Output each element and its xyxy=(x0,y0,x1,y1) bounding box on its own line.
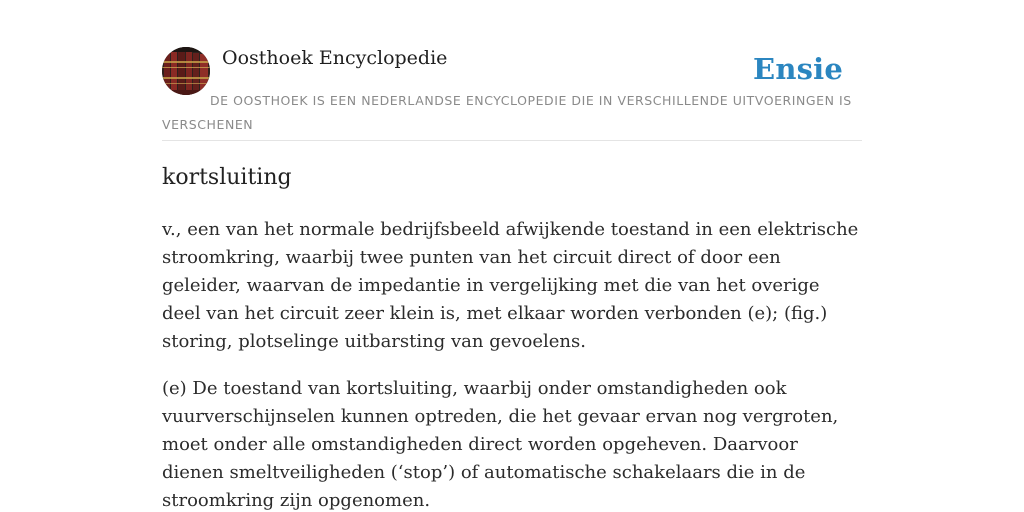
entry-term: kortsluiting xyxy=(162,165,292,190)
source-subtitle: DE OOSTHOEK IS EEN NEDERLANDSE ENCYCLOPEDIE DIE IN VERSCHILLENDE UITVOERINGEN IS VERSCHENEN xyxy=(162,93,852,132)
page xyxy=(162,0,862,512)
entry-paragraph: (e) De toestand van kortsluiting, waarbij onder omstandigheden ook vuurverschijnselen kunnen optreden, die het gevaar ervan nog vergroten, moet onder alle omstandigheden direct worden opgeheven. Daarvoor dienen smeltveiligheden (‘stop’) of automatische schakelaars die in de stroomkring zijn opgenomen. xyxy=(162,378,839,511)
book-spines-icon xyxy=(162,47,210,95)
source-header xyxy=(162,0,862,141)
source-title[interactable]: Oosthoek Encyclopedie xyxy=(222,47,448,69)
entry-body xyxy=(162,216,862,512)
entry-paragraph: v., een van het normale bedrijfsbeeld afwijkende toestand in een elektrische stroomkring, waarbij twee punten van het circuit direct of door een geleider, waarvan de impedantie in vergelijking met die van het overige deel van het circuit zeer klein is, met elkaar worden verbonden (e); (fig.) storing, plotselinge uitbarsting van gevoelens. xyxy=(162,219,859,352)
source-avatar[interactable] xyxy=(162,47,210,95)
brand-logo[interactable]: Ensie xyxy=(753,52,843,86)
